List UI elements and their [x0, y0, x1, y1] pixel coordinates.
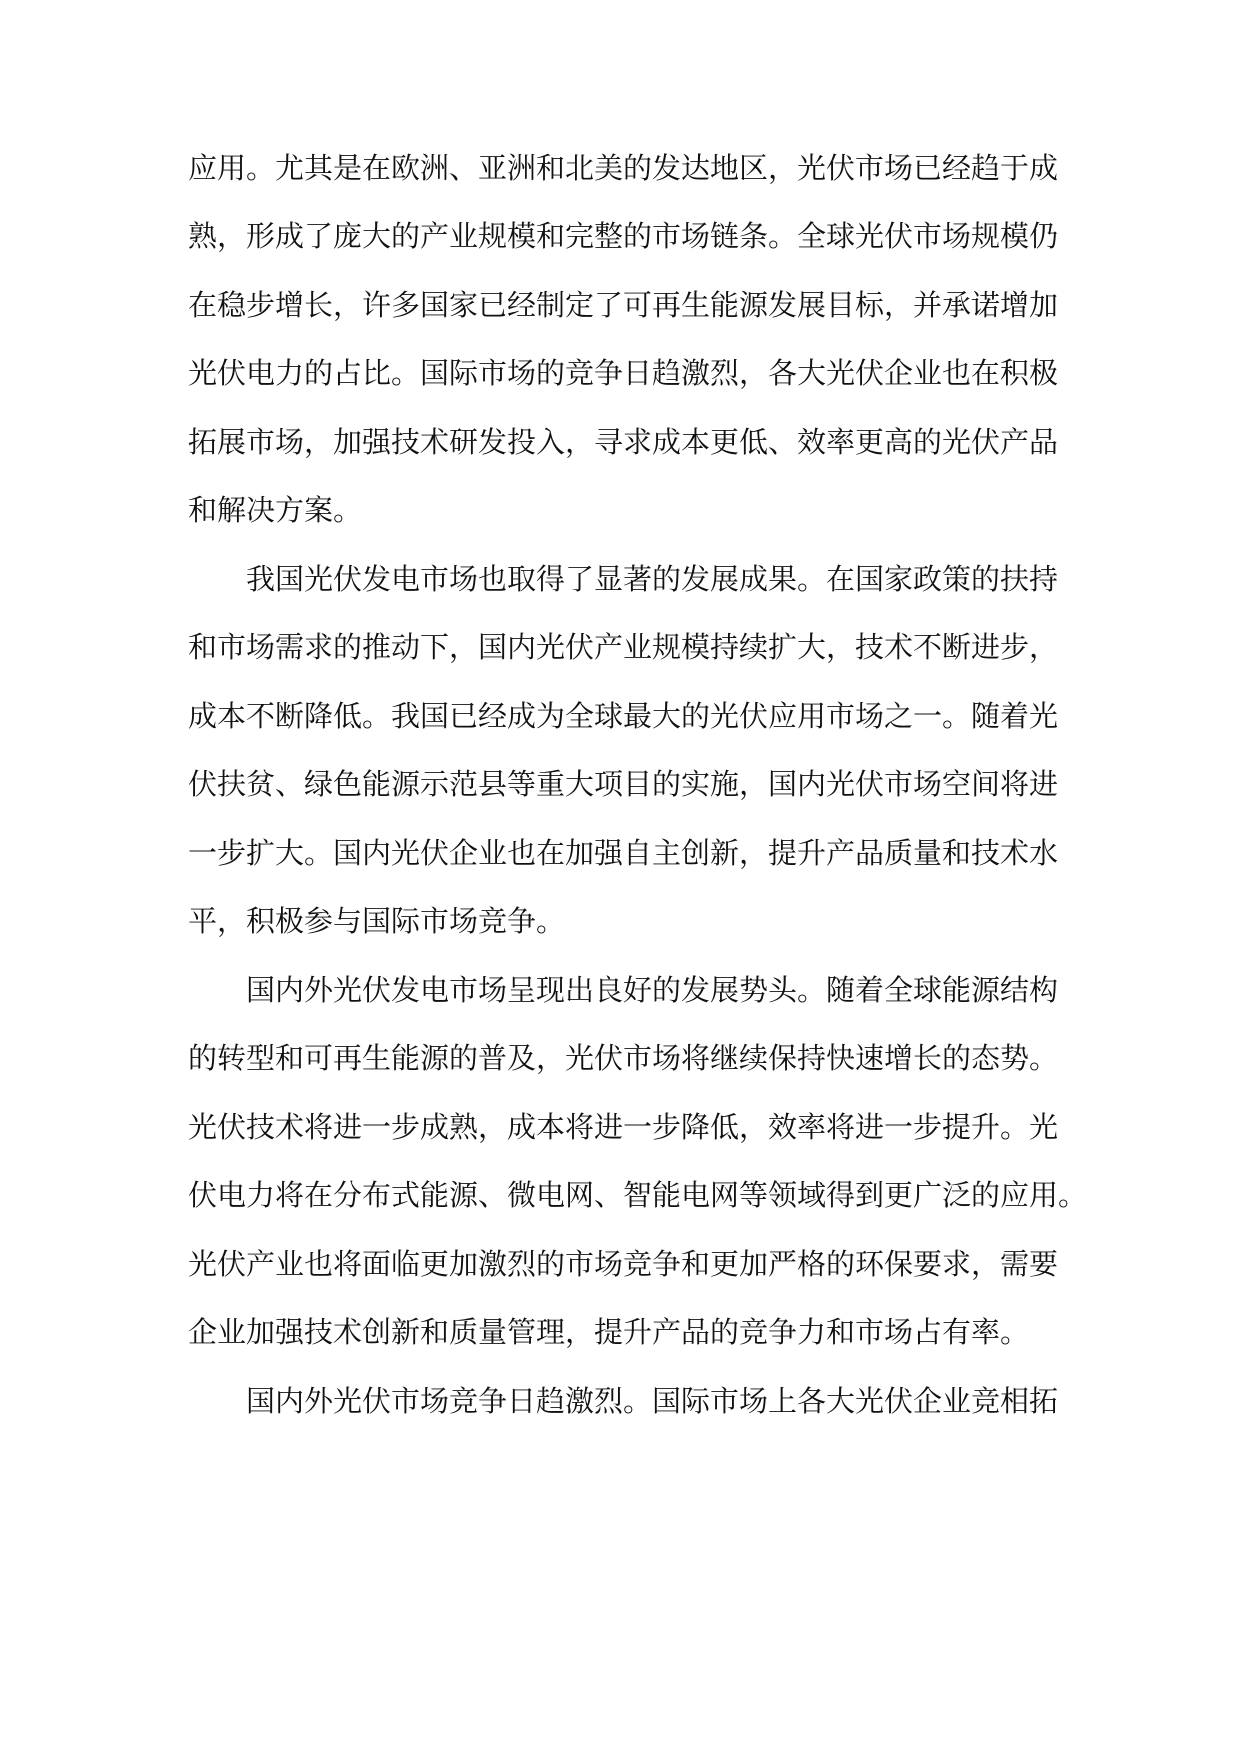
text-line: 拓展市场，加强技术研发投入，寻求成本更低、效率更高的光伏产品 — [188, 425, 1059, 459]
text-line: 和市场需求的推动下，国内光伏产业规模持续扩大，技术不断进步， — [188, 630, 1059, 664]
text-line: 在稳步增长，许多国家已经制定了可再生能源发展目标，并承诺增加 — [188, 288, 1059, 322]
paragraph-first-line: 国内外光伏发电市场呈现出良好的发展势头。随着全球能源结构 — [246, 973, 1059, 1007]
text-line: 伏扶贫、绿色能源示范县等重大项目的实施，国内光伏市场空间将进 — [188, 767, 1059, 801]
text-line: 光伏电力的占比。国际市场的竞争日趋激烈，各大光伏企业也在积极 — [188, 356, 1059, 390]
paragraph-first-line: 国内外光伏市场竞争日趋激烈。国际市场上各大光伏企业竞相拓 — [246, 1384, 1059, 1418]
text-line: 光伏技术将进一步成熟，成本将进一步降低，效率将进一步提升。光 — [188, 1110, 1059, 1144]
text-line: 伏电力将在分布式能源、微电网、智能电网等领域得到更广泛的应用。 — [188, 1178, 1088, 1212]
text-line: 和解决方案。 — [188, 493, 363, 527]
text-line: 光伏产业也将面临更加激烈的市场竞争和更加严格的环保要求，需要 — [188, 1247, 1059, 1281]
text-line: 的转型和可再生能源的普及，光伏市场将继续保持快速增长的态势。 — [188, 1041, 1059, 1075]
text-line: 企业加强技术创新和质量管理，提升产品的竞争力和市场占有率。 — [188, 1315, 1030, 1349]
text-line: 应用。尤其是在欧洲、亚洲和北美的发达地区，光伏市场已经趋于成 — [188, 151, 1059, 185]
text-line: 平，积极参与国际市场竞争。 — [188, 904, 566, 938]
text-line: 熟，形成了庞大的产业规模和完整的市场链条。全球光伏市场规模仍 — [188, 219, 1059, 253]
paragraph-first-line: 我国光伏发电市场也取得了显著的发展成果。在国家政策的扶持 — [246, 562, 1059, 596]
text-line: 成本不断降低。我国已经成为全球最大的光伏应用市场之一。随着光 — [188, 699, 1059, 733]
text-line: 一步扩大。国内光伏企业也在加强自主创新，提升产品质量和技术水 — [188, 836, 1059, 870]
